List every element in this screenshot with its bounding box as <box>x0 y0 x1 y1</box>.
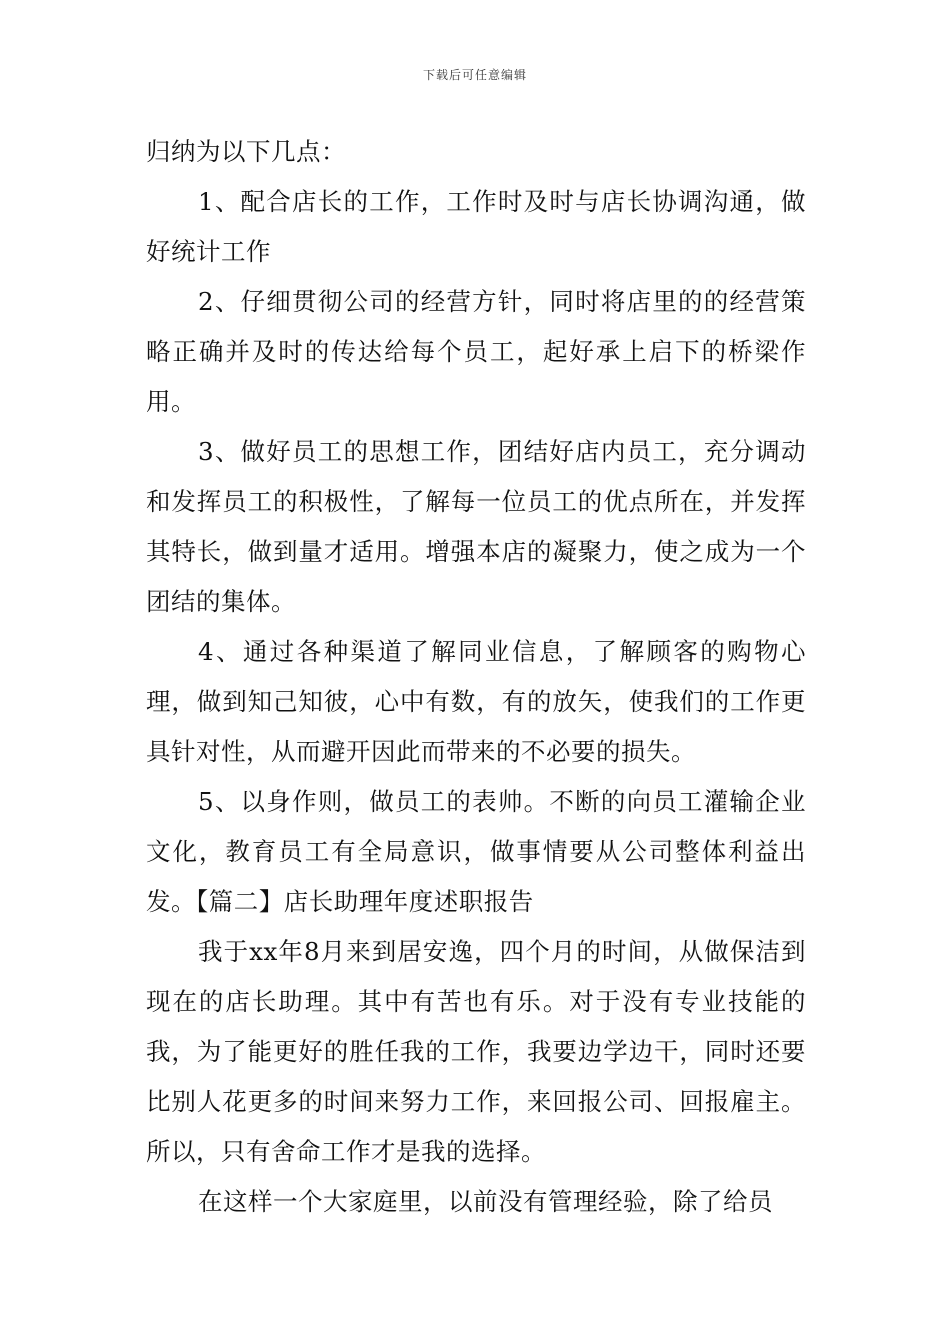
document-body <box>146 127 806 1227</box>
paragraph-intro: 归纳为以下几点： <box>146 137 346 166</box>
paragraph-point-2: 2、仔细贯彻公司的经营方针，同时将店里的的经营策略正确并及时的传达给每个员工，起好承上启下的桥梁作用。 <box>146 287 806 416</box>
paragraph-point-5: 5、以身作则，做员工的表帅。不断的向员工灌输企业文化，教育员工有全局意识，做事情要从公司整体利益出发。【篇二】店长助理年度述职报告 <box>146 787 806 916</box>
paragraph-point-3: 3、做好员工的思想工作，团结好店内员工，充分调动和发挥员工的积极性，了解每一位员工的优点所在，并发挥其特长，做到量才适用。增强本店的凝聚力，使之成为一个团结的集体。 <box>146 437 806 616</box>
paragraph-point-4: 4、通过各种渠道了解同业信息，了解顾客的购物心理，做到知己知彼，心中有数，有的放矢，使我们的工作更具针对性，从而避开因此而带来的不必要的损失。 <box>146 637 806 766</box>
paragraph-point-1: 1、配合店长的工作，工作时及时与店长协调沟通，做好统计工作 <box>146 187 806 266</box>
paragraph-report-intro: 我于xx年8月来到居安逸，四个月的时间，从做保洁到现在的店长助理。其中有苦也有乐。对于没有专业技能的我，为了能更好的胜任我的工作，我要边学边干，同时还要比别人花更多的时间来努力工作，来回报公司、回报雇主。所以，只有舍命工作才是我的选择。 <box>146 937 806 1166</box>
paragraph-report-continued: 在这样一个大家庭里，以前没有管理经验，除了给员 <box>198 1187 773 1216</box>
header-note: 下载后可任意编辑 <box>422 68 527 82</box>
